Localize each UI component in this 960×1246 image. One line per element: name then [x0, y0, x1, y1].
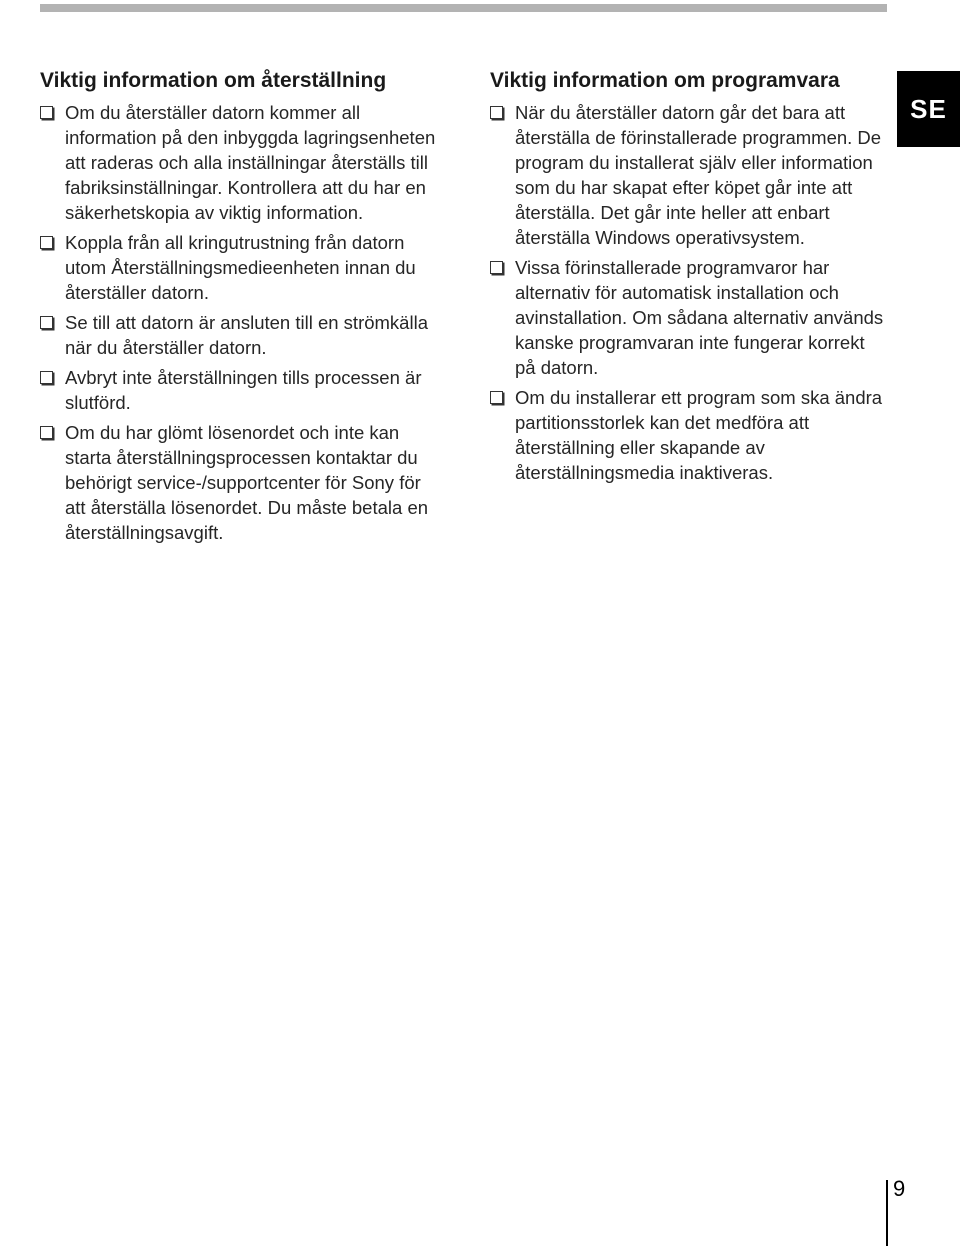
list-item	[40, 420, 440, 545]
list-item	[40, 230, 440, 305]
list-item-text: Om du har glömt lösenordet och inte kan starta återställningsprocessen kontaktar du behörigt service-/supportcenter för Sony för att återställa lösenordet. Du måste betala en återställningsavgift.	[65, 422, 429, 543]
checkbox-icon	[490, 106, 503, 119]
section-heading-software: Viktig information om programvara	[490, 69, 840, 92]
right-column	[490, 67, 890, 490]
checkbox-icon	[40, 316, 53, 329]
checkbox-icon	[40, 106, 53, 119]
language-tab-label: SE	[910, 93, 947, 124]
checkbox-icon	[40, 236, 53, 249]
section-heading-restore: Viktig information om återställning	[40, 69, 387, 92]
list-item	[40, 100, 440, 225]
checkbox-icon	[490, 261, 503, 274]
list-item	[40, 310, 440, 360]
list-item-text: Vissa förinstallerade programvaror har alternativ för automatisk installation och avinstallation. Om sådana alternativ används kanske programvaran inte fungerar korrekt på datorn.	[515, 257, 884, 378]
page-number: 9	[893, 1176, 906, 1201]
page-number-rule	[886, 1180, 888, 1246]
list-item-text: Se till att datorn är ansluten till en strömkälla när du återställer datorn.	[65, 312, 428, 358]
list-item-text: Koppla från all kringutrustning från datorn utom Återställningsmedieenheten innan du återställer datorn.	[65, 232, 416, 303]
list-item-text: Om du återställer datorn kommer all information på den inbyggda lagringsenheten att raderas och alla inställningar återställs till fabriksinställningar. Kontrollera att du har en säkerhetskopia av viktig information.	[65, 102, 436, 223]
list-item-text: Om du installerar ett program som ska ändra partitionsstorlek kan det medföra att återställning eller skapande av återställningsmedia inaktiveras.	[515, 387, 883, 483]
checkbox-icon	[40, 371, 53, 384]
list-item	[490, 385, 890, 485]
left-column	[40, 67, 440, 550]
list-item-text: När du återställer datorn går det bara att återställa de förinstallerade programmen. De program du installerat själv eller information som du har skapat efter köpet går inte att återställa. Det går inte heller att enbart återställa Windows operativsystem.	[515, 102, 882, 248]
top-rule	[40, 4, 887, 12]
language-tab	[897, 71, 960, 147]
checkbox-icon	[40, 426, 53, 439]
list-item	[40, 365, 440, 415]
checkbox-icon	[490, 391, 503, 404]
list-item	[490, 100, 890, 250]
list-item	[490, 255, 890, 380]
list-item-text: Avbryt inte återställningen tills processen är slutförd.	[65, 367, 422, 413]
